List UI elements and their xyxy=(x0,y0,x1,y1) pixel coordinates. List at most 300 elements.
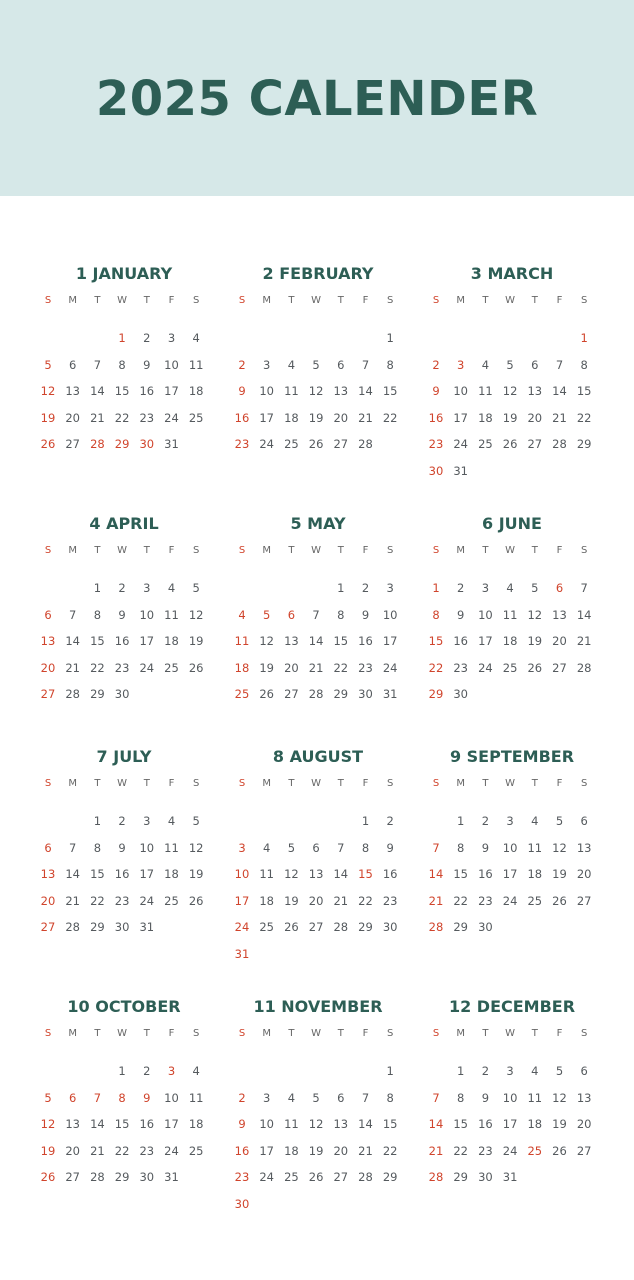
day-cell: 13 xyxy=(552,607,567,622)
day-cell: 20 xyxy=(65,1143,80,1158)
day-cell: 16 xyxy=(234,410,250,425)
day-cell: 28 xyxy=(308,687,324,701)
day-cell: 29 xyxy=(114,437,130,451)
day-cell: 22 xyxy=(90,893,105,908)
day-cell: 9 xyxy=(118,840,126,855)
day-cell: 15 xyxy=(453,1117,468,1131)
day-cell: 1 xyxy=(386,1064,394,1078)
day-cell: 21 xyxy=(428,893,444,908)
day-cell: 10 xyxy=(234,867,250,881)
day-cell: 7 xyxy=(312,607,320,622)
day-cell: 24 xyxy=(478,660,493,675)
day-cell: 11 xyxy=(188,1090,204,1105)
day-cell: 2 xyxy=(432,357,440,372)
day-cell: 9 xyxy=(481,840,490,855)
day-cell: 8 xyxy=(337,607,345,622)
day-cell: 17 xyxy=(502,867,518,881)
day-cell: 8 xyxy=(457,840,465,855)
day-cell: 1 xyxy=(386,331,394,345)
day-cell: 22 xyxy=(114,1143,130,1158)
day-cell: 12 xyxy=(188,607,204,622)
weekday-header: T xyxy=(337,545,344,556)
day-cell: 15 xyxy=(114,384,130,398)
day-cell: 12 xyxy=(552,840,567,855)
day-cell: 28 xyxy=(552,437,567,451)
weekday-header: M xyxy=(262,545,271,556)
weekday-header: S xyxy=(581,1028,588,1039)
day-cell: 30 xyxy=(478,1170,493,1184)
day-cell: 7 xyxy=(580,581,588,595)
day-cell: 21 xyxy=(552,410,567,425)
day-cell: 10 xyxy=(139,840,155,855)
weekday-header: S xyxy=(238,1028,246,1039)
day-cell: 1 xyxy=(457,1064,465,1078)
day-cell: 23 xyxy=(139,1143,155,1158)
day-cell: 1 xyxy=(432,581,440,595)
day-cell: 13 xyxy=(333,1117,349,1131)
day-cell: 28 xyxy=(428,920,444,934)
weekday-header: F xyxy=(362,545,369,556)
weekday-header: T xyxy=(531,545,538,556)
day-cell: 24 xyxy=(453,437,468,451)
day-cell: 17 xyxy=(164,384,179,398)
day-cell: 6 xyxy=(287,607,296,622)
weekday-header: F xyxy=(556,778,563,789)
day-cell: 6 xyxy=(580,814,588,828)
weekday-header: T xyxy=(482,778,489,789)
weekday-header: S xyxy=(44,778,52,789)
month-name: 9 SEPTEMBER xyxy=(449,747,575,766)
day-cell: 29 xyxy=(358,920,373,934)
day-cell: 6 xyxy=(69,357,77,372)
day-cell: 2 xyxy=(118,814,126,828)
day-cell: 8 xyxy=(432,607,440,622)
day-cell: 23 xyxy=(114,893,130,908)
day-cell: 2 xyxy=(386,814,394,828)
weekday-header: W xyxy=(311,1028,322,1039)
month-name: 7 JULY xyxy=(96,747,152,766)
weekday-header: T xyxy=(482,545,489,556)
weekday-header: S xyxy=(44,295,52,306)
day-cell: 18 xyxy=(527,867,543,881)
day-cell: 20 xyxy=(552,634,567,648)
day-cell: 30 xyxy=(114,687,130,701)
day-cell: 29 xyxy=(114,1170,130,1184)
day-cell: 28 xyxy=(358,1170,373,1184)
day-cell: 14 xyxy=(358,1117,373,1131)
day-cell: 24 xyxy=(139,893,155,908)
weekday-header: T xyxy=(94,295,101,306)
weekday-header: T xyxy=(337,778,344,789)
day-cell: 17 xyxy=(234,893,250,908)
day-cell: 24 xyxy=(139,660,155,675)
day-cell: 7 xyxy=(69,607,77,622)
day-cell: 4 xyxy=(167,814,176,828)
day-cell: 10 xyxy=(139,607,155,622)
day-cell: 7 xyxy=(93,1090,102,1105)
day-cell: 2 xyxy=(143,1064,151,1078)
weekday-header: T xyxy=(143,1028,150,1039)
weekday-header: S xyxy=(432,1028,440,1039)
day-cell: 14 xyxy=(358,384,373,398)
day-cell: 7 xyxy=(432,1090,440,1105)
month-name: 6 JUNE xyxy=(482,514,542,533)
day-cell: 1 xyxy=(118,1064,126,1078)
day-cell: 5 xyxy=(531,581,539,595)
weekday-header: S xyxy=(387,1028,394,1039)
month-name: 10 OCTOBER xyxy=(67,997,181,1016)
day-cell: 22 xyxy=(428,660,444,675)
day-cell: 20 xyxy=(65,410,80,425)
day-cell: 24 xyxy=(502,893,518,908)
day-cell: 25 xyxy=(478,437,493,451)
day-cell: 5 xyxy=(44,357,52,372)
weekday-header: W xyxy=(311,778,322,789)
weekday-header: T xyxy=(143,295,150,306)
weekday-header: S xyxy=(193,778,200,789)
day-cell: 17 xyxy=(478,634,493,648)
day-cell: 25 xyxy=(284,1170,299,1184)
day-cell: 23 xyxy=(358,660,373,675)
day-cell: 31 xyxy=(164,437,179,451)
day-cell: 5 xyxy=(312,1090,320,1105)
day-cell: 16 xyxy=(428,410,444,425)
day-cell: 25 xyxy=(188,410,204,425)
day-cell: 21 xyxy=(65,893,80,908)
weekday-header: S xyxy=(387,545,394,556)
day-cell: 12 xyxy=(40,1117,56,1131)
day-cell: 26 xyxy=(188,893,204,908)
day-cell: 9 xyxy=(432,384,440,398)
day-cell: 27 xyxy=(333,1170,349,1184)
day-cell: 10 xyxy=(259,1117,274,1131)
weekday-header: W xyxy=(505,545,516,556)
day-cell: 19 xyxy=(527,634,543,648)
day-cell: 14 xyxy=(65,867,80,881)
day-cell: 3 xyxy=(506,1064,514,1078)
day-cell: 17 xyxy=(259,410,274,425)
weekday-header: M xyxy=(68,545,77,556)
day-cell: 16 xyxy=(478,1117,493,1131)
day-cell: 11 xyxy=(478,384,493,398)
weekday-header: T xyxy=(337,1028,344,1039)
weekday-header: W xyxy=(117,1028,128,1039)
day-cell: 13 xyxy=(308,867,324,881)
day-cell: 28 xyxy=(65,687,80,701)
day-cell: 25 xyxy=(527,893,543,908)
day-cell: 18 xyxy=(259,893,274,908)
day-cell: 26 xyxy=(527,660,543,675)
day-cell: 26 xyxy=(308,1170,324,1184)
day-cell: 12 xyxy=(308,384,324,398)
page-title: 2025 CALENDER xyxy=(95,71,539,127)
weekday-header: S xyxy=(432,778,440,789)
day-cell: 15 xyxy=(576,384,592,398)
weekday-header: W xyxy=(505,778,516,789)
weekday-header: S xyxy=(581,545,588,556)
day-cell: 7 xyxy=(555,357,564,372)
day-cell: 15 xyxy=(90,634,105,648)
day-cell: 25 xyxy=(188,1143,204,1158)
day-cell: 12 xyxy=(527,607,543,622)
month-name: 4 APRIL xyxy=(89,514,159,533)
day-cell: 23 xyxy=(478,1143,493,1158)
day-cell: 28 xyxy=(90,437,105,451)
day-cell: 12 xyxy=(308,1117,324,1131)
day-cell: 27 xyxy=(527,437,543,451)
day-cell: 3 xyxy=(386,581,394,595)
day-cell: 13 xyxy=(40,867,56,881)
day-cell: 29 xyxy=(90,920,105,934)
day-cell: 30 xyxy=(428,463,444,478)
day-cell: 11 xyxy=(259,867,274,881)
weekday-header: T xyxy=(482,295,489,306)
day-cell: 13 xyxy=(527,384,543,398)
day-cell: 28 xyxy=(428,1170,444,1184)
day-cell: 3 xyxy=(481,581,490,595)
day-cell: 19 xyxy=(40,1143,56,1158)
day-cell: 1 xyxy=(457,814,465,828)
day-cell: 16 xyxy=(139,1117,155,1131)
day-cell: 30 xyxy=(114,920,130,934)
day-cell: 23 xyxy=(382,893,398,908)
day-cell: 29 xyxy=(333,687,349,701)
day-cell: 10 xyxy=(164,1090,179,1105)
day-cell: 29 xyxy=(382,1170,398,1184)
day-cell: 31 xyxy=(234,946,250,961)
day-cell: 4 xyxy=(287,357,296,372)
weekday-header: S xyxy=(238,295,246,306)
day-cell: 27 xyxy=(576,1143,592,1158)
day-cell: 26 xyxy=(284,920,299,934)
day-cell: 21 xyxy=(576,634,592,648)
day-cell: 25 xyxy=(502,660,518,675)
weekday-header: T xyxy=(143,545,150,556)
month-name: 12 DECEMBER xyxy=(448,997,576,1016)
day-cell: 28 xyxy=(358,437,373,451)
day-cell: 6 xyxy=(580,1064,588,1078)
day-cell: 22 xyxy=(382,1143,398,1158)
day-cell: 9 xyxy=(238,384,246,398)
day-cell: 13 xyxy=(65,384,80,398)
day-cell: 2 xyxy=(143,331,151,345)
day-cell: 13 xyxy=(65,1117,80,1131)
day-cell: 5 xyxy=(555,1064,564,1078)
day-cell: 13 xyxy=(333,384,349,398)
day-cell: 17 xyxy=(502,1117,518,1131)
day-cell: 16 xyxy=(114,867,130,881)
day-cell: 8 xyxy=(457,1090,465,1105)
weekday-header: S xyxy=(193,295,200,306)
header-banner xyxy=(0,0,634,196)
weekday-header: F xyxy=(556,545,563,556)
day-cell: 4 xyxy=(167,581,176,595)
weekday-header: T xyxy=(531,295,538,306)
day-cell: 20 xyxy=(308,893,324,908)
day-cell: 14 xyxy=(65,634,80,648)
day-cell: 5 xyxy=(192,581,200,595)
day-cell: 13 xyxy=(40,634,56,648)
day-cell: 11 xyxy=(234,634,250,648)
day-cell: 20 xyxy=(40,893,56,908)
day-cell: 6 xyxy=(312,840,320,855)
day-cell: 9 xyxy=(238,1117,246,1131)
day-cell: 19 xyxy=(188,634,204,648)
day-cell: 15 xyxy=(333,634,349,648)
weekday-header: T xyxy=(288,778,295,789)
day-cell: 6 xyxy=(555,581,564,595)
day-cell: 27 xyxy=(576,893,592,908)
day-cell: 30 xyxy=(453,687,468,701)
day-cell: 9 xyxy=(386,840,394,855)
day-cell: 4 xyxy=(531,814,539,828)
day-cell: 24 xyxy=(234,920,250,934)
day-cell: 15 xyxy=(382,1117,398,1131)
day-cell: 25 xyxy=(527,1143,543,1158)
day-cell: 2 xyxy=(238,357,246,372)
day-cell: 18 xyxy=(284,1143,299,1158)
day-cell: 27 xyxy=(552,660,567,675)
day-cell: 23 xyxy=(139,410,155,425)
day-cell: 19 xyxy=(40,410,56,425)
day-cell: 20 xyxy=(333,410,349,425)
day-cell: 20 xyxy=(576,867,592,881)
day-cell: 20 xyxy=(333,1143,349,1158)
day-cell: 11 xyxy=(284,1117,299,1131)
day-cell: 2 xyxy=(118,581,126,595)
day-cell: 23 xyxy=(114,660,130,675)
day-cell: 10 xyxy=(502,1090,518,1105)
day-cell: 22 xyxy=(90,660,105,675)
month-name: 3 MARCH xyxy=(470,264,554,283)
weekday-header: M xyxy=(456,1028,465,1039)
day-cell: 23 xyxy=(478,893,493,908)
day-cell: 24 xyxy=(259,437,274,451)
day-cell: 12 xyxy=(259,634,274,648)
day-cell: 6 xyxy=(44,840,52,855)
day-cell: 1 xyxy=(337,581,345,595)
day-cell: 4 xyxy=(287,1090,296,1105)
day-cell: 17 xyxy=(139,634,155,648)
day-cell: 16 xyxy=(382,867,398,881)
day-cell: 7 xyxy=(361,357,370,372)
day-cell: 9 xyxy=(457,607,465,622)
day-cell: 21 xyxy=(358,410,373,425)
day-cell: 14 xyxy=(308,634,324,648)
weekday-header: S xyxy=(193,1028,200,1039)
day-cell: 26 xyxy=(502,437,518,451)
day-cell: 19 xyxy=(188,867,204,881)
day-cell: 18 xyxy=(164,867,179,881)
weekday-header: T xyxy=(143,778,150,789)
weekday-header: F xyxy=(556,295,563,306)
day-cell: 20 xyxy=(576,1117,592,1131)
day-cell: 18 xyxy=(284,410,299,425)
day-cell: 12 xyxy=(552,1090,567,1105)
day-cell: 24 xyxy=(382,660,398,675)
weekday-header: T xyxy=(94,778,101,789)
day-cell: 17 xyxy=(382,634,398,648)
day-cell: 22 xyxy=(358,893,373,908)
weekday-header: F xyxy=(168,778,175,789)
day-cell: 10 xyxy=(382,607,398,622)
day-cell: 25 xyxy=(164,660,179,675)
day-cell: 14 xyxy=(90,384,105,398)
day-cell: 18 xyxy=(188,1117,204,1131)
day-cell: 3 xyxy=(167,1064,176,1078)
day-cell: 10 xyxy=(453,384,468,398)
day-cell: 28 xyxy=(333,920,349,934)
day-cell: 11 xyxy=(164,607,179,622)
weekday-header: W xyxy=(311,545,322,556)
day-cell: 13 xyxy=(284,634,299,648)
weekday-header: M xyxy=(456,295,465,306)
weekday-header: W xyxy=(311,295,322,306)
day-cell: 20 xyxy=(527,410,543,425)
day-cell: 20 xyxy=(284,660,299,675)
day-cell: 18 xyxy=(188,384,204,398)
day-cell: 17 xyxy=(164,1117,179,1131)
day-cell: 25 xyxy=(284,437,299,451)
day-cell: 10 xyxy=(259,384,274,398)
weekday-header: T xyxy=(531,1028,538,1039)
day-cell: 17 xyxy=(453,410,468,425)
day-cell: 7 xyxy=(432,840,440,855)
weekday-header: S xyxy=(432,545,440,556)
weekday-header: F xyxy=(362,295,369,306)
day-cell: 22 xyxy=(333,660,349,675)
day-cell: 21 xyxy=(308,660,324,675)
weekday-header: F xyxy=(168,1028,175,1039)
weekday-header: S xyxy=(44,1028,52,1039)
day-cell: 10 xyxy=(502,840,518,855)
day-cell: 19 xyxy=(308,1143,324,1158)
day-cell: 25 xyxy=(259,920,274,934)
day-cell: 4 xyxy=(238,607,246,622)
day-cell: 12 xyxy=(40,384,56,398)
day-cell: 17 xyxy=(259,1143,274,1158)
day-cell: 3 xyxy=(263,357,271,372)
day-cell: 24 xyxy=(259,1170,274,1184)
weekday-header: M xyxy=(456,545,465,556)
weekday-header: T xyxy=(288,295,295,306)
weekday-header: T xyxy=(288,1028,295,1039)
day-cell: 24 xyxy=(164,410,179,425)
day-cell: 14 xyxy=(576,607,592,622)
weekday-header: F xyxy=(168,295,175,306)
day-cell: 24 xyxy=(502,1143,518,1158)
day-cell: 6 xyxy=(44,607,52,622)
day-cell: 8 xyxy=(361,840,370,855)
weekday-header: T xyxy=(94,545,101,556)
day-cell: 4 xyxy=(531,1064,539,1078)
day-cell: 26 xyxy=(552,893,567,908)
day-cell: 24 xyxy=(164,1143,179,1158)
day-cell: 11 xyxy=(502,607,518,622)
day-cell: 8 xyxy=(118,357,126,372)
day-cell: 8 xyxy=(580,357,588,372)
day-cell: 22 xyxy=(453,893,468,908)
weekday-header: T xyxy=(94,1028,101,1039)
day-cell: 30 xyxy=(358,687,373,701)
day-cell: 30 xyxy=(139,437,155,451)
day-cell: 27 xyxy=(308,920,324,934)
day-cell: 3 xyxy=(143,581,151,595)
day-cell: 30 xyxy=(478,920,493,934)
day-cell: 2 xyxy=(457,581,465,595)
weekday-header: S xyxy=(238,545,246,556)
weekday-header: S xyxy=(193,545,200,556)
